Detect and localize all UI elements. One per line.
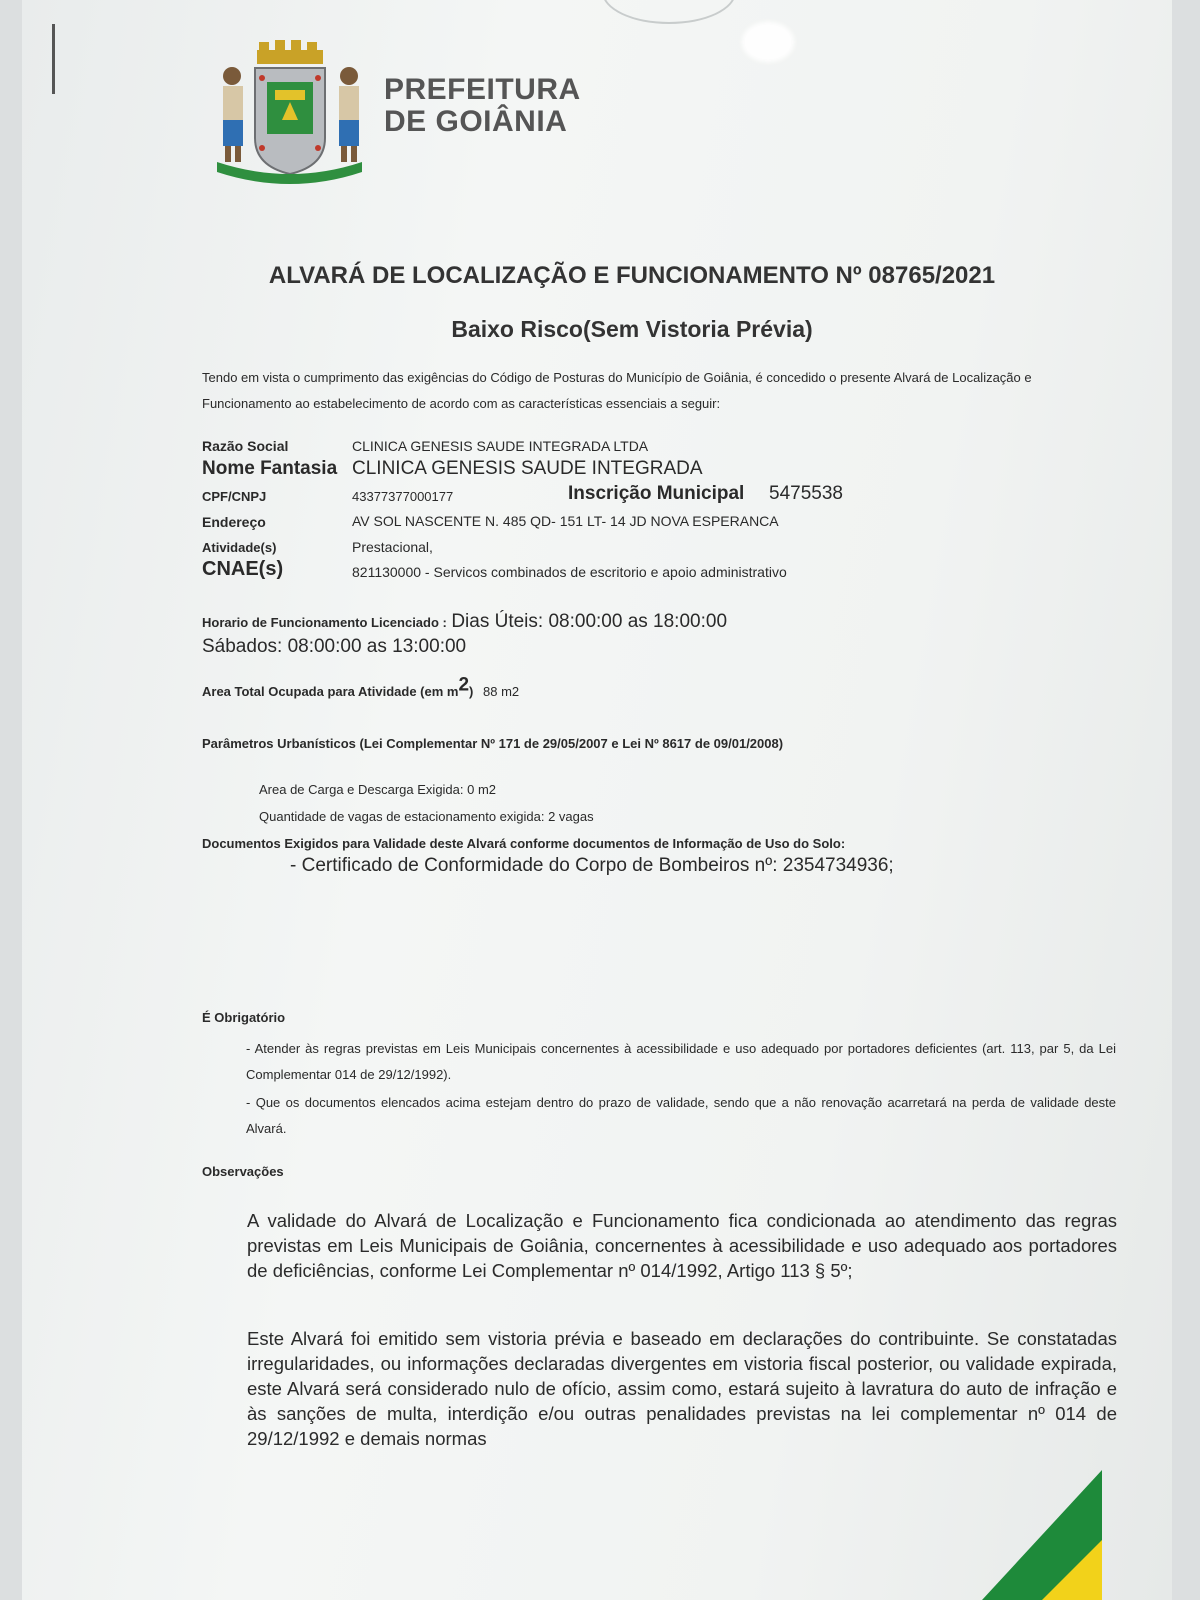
prefeitura-brand	[384, 74, 581, 138]
reflection-ring	[602, 0, 736, 24]
cpf-cnpj-value: 43377377000177	[352, 489, 454, 504]
inscricao-municipal-value: 5475538	[769, 483, 843, 504]
razao-social-label: Razão Social	[202, 438, 289, 454]
document-title: ALVARÁ DE LOCALIZAÇÃO E FUNCIONAMENTO Nº 08765/2021	[268, 262, 996, 289]
cnae-value: 821130000 - Servicos combinados de escritorio e apoio administrativo	[352, 564, 787, 580]
documentos-label: Documentos Exigidos para Validade deste Alvará conforme documentos de Informação de Uso do Solo:	[202, 836, 846, 851]
carga-descarga: Area de Carga e Descarga Exigida: 0 m2	[259, 782, 497, 797]
obrigatorio-label: É Obrigatório	[202, 1010, 286, 1025]
intro-paragraph: Tendo em vista o cumprimento das exigências do Código de Posturas do Município de Goiânia, é concedido o presente Alvará de Localização e Funcionamento ao estabelecimento de acordo com as características essenciais a seguir:	[202, 370, 1032, 411]
cpf-cnpj-label: CPF/CNPJ	[202, 489, 267, 504]
goiania-coat-of-arms-logo	[207, 38, 372, 188]
area-label-superscript: 2	[458, 674, 470, 696]
vagas-estacionamento: Quantidade de vagas de estacionamento exigida: 2 vagas	[259, 809, 594, 824]
brand-line-1: PREFEITURA	[384, 73, 581, 106]
razao-social-value: CLINICA GENESIS SAUDE INTEGRADA LTDA	[352, 438, 649, 454]
atividades-label: Atividade(s)	[202, 540, 277, 555]
horario-dias-uteis: Dias Úteis: 08:00:00 as 18:00:00	[451, 611, 728, 632]
document-sheet	[22, 0, 1172, 1600]
nome-fantasia-value: CLINICA GENESIS SAUDE INTEGRADA	[352, 458, 703, 479]
observacoes-label: Observações	[202, 1164, 284, 1179]
obrigatorio-item-1: - Atender às regras previstas em Leis Municipais concernentes à acessibilidade e uso adequado por portadores deficientes (art. 113, par 5, da Lei Complementar 014 de 29/12/1992).	[246, 1041, 1116, 1082]
horario-label: Horario de Funcionamento Licenciado :	[202, 615, 447, 630]
observacoes-paragraph-1: A validade do Alvará de Localização e Funcionamento fica condicionada ao atendimento das regras previstas em Leis Municipais de Goiânia, concernentes à acessibilidade e uso adequado aos portadores de deficiências, conforme Lei Complementar nº 014/1992, Artigo 113 § 5º;	[247, 1210, 1117, 1281]
brand-line-2: DE GOIÂNIA	[384, 105, 568, 138]
horario-sabados: Sábados: 08:00:00 as 13:00:00	[202, 636, 467, 657]
horario-line	[202, 611, 727, 633]
inscricao-municipal-label: Inscrição Municipal	[568, 483, 745, 504]
area-label-close: )	[469, 684, 474, 699]
document-subtitle: Baixo Risco(Sem Vistoria Prévia)	[451, 316, 813, 342]
endereco-label: Endereço	[202, 514, 266, 530]
margin-mark	[52, 24, 55, 94]
atividades-value: Prestacional,	[352, 539, 433, 555]
obrigatorio-item-2: - Que os documentos elencados acima estejam dentro do prazo de validade, sendo que a não renovação acarretará na perda de validade deste Alvará.	[246, 1095, 1116, 1136]
cnae-label: CNAE(s)	[202, 558, 284, 580]
light-glare	[742, 22, 794, 62]
parametros-label: Parâmetros Urbanísticos (Lei Complementar Nº 171 de 29/05/2007 e Lei Nº 8617 de 09/01/2008)	[202, 736, 784, 751]
area-value: 88 m2	[483, 684, 520, 699]
documento-bombeiros: - Certificado de Conformidade do Corpo de Bombeiros nº: 2354734936;	[290, 855, 894, 876]
nome-fantasia-label: Nome Fantasia	[202, 458, 338, 479]
flag-corner-decoration	[982, 1470, 1102, 1600]
area-line	[202, 674, 520, 699]
observacoes-paragraph-2: Este Alvará foi emitido sem vistoria prévia e baseado em declarações do contribuinte. Se constatadas irregularidades, ou informações declaradas divergentes em vistoria fiscal posterior, ou validade expirada, este Alvará será considerado nulo de ofício, assim como, estará sujeito à lavratura do auto de infração e às sanções de multa, interdição e/ou outras penalidades previstas na lei complementar nº 014 de 29/12/1992 e demais normas	[247, 1328, 1117, 1449]
area-label: Area Total Ocupada para Atividade (em m	[202, 684, 459, 699]
endereco-value: AV SOL NASCENTE N. 485 QD- 151 LT- 14 JD NOVA ESPERANCA	[352, 513, 779, 529]
